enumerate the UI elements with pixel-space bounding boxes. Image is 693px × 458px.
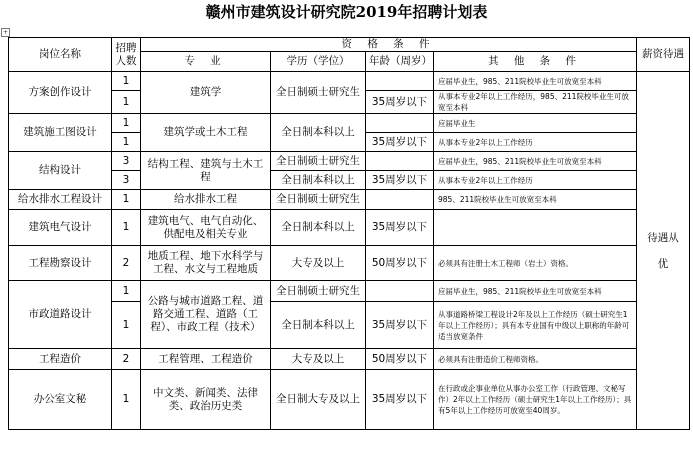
count-cell: 3 <box>112 171 141 190</box>
age-cell: 35周岁以下 <box>366 91 434 114</box>
count-cell: 1 <box>112 210 141 246</box>
major-cell: 建筑学或土木工程 <box>141 114 271 152</box>
position-name: 建筑施工图设计 <box>9 114 112 152</box>
count-cell: 1 <box>112 370 141 430</box>
other-cell: 在行政或企事业单位从事办公室工作（行政管理、文秘写作）2年以上工作经历（硕士研究生1年以上工作经历）；具有5年以上工作经历可放宽至40周岁。 <box>434 370 637 430</box>
count-cell: 1 <box>112 133 141 152</box>
other-cell: 从事本专业2年以上工作经历 <box>434 133 637 152</box>
position-name: 给水排水工程设计 <box>9 190 112 210</box>
other-cell: 从事本专业2年以上工作经历，985、211院校毕业生可放宽至本科 <box>434 91 637 114</box>
major-cell: 建筑学 <box>141 72 271 114</box>
position-name: 建筑电气设计 <box>9 210 112 246</box>
education-cell: 全日制硕士研究生 <box>271 281 366 302</box>
header-age: 年龄（周岁） <box>366 52 434 72</box>
other-cell: 从事道路桥梁工程设计2年及以上工作经历（硕士研究生1年以上工作经历）；具有本专业国有中级以上职称的年龄可适当放宽条件 <box>434 302 637 349</box>
position-name: 市政道路设计 <box>9 281 112 349</box>
page-title: 赣州市建筑设计研究院2019年招聘计划表 <box>205 3 488 21</box>
position-name: 结构设计 <box>9 152 112 190</box>
other-cell: 应届毕业生，985、211院校毕业生可放宽至本科 <box>434 152 637 171</box>
major-cell: 建筑电气、电气自动化、供配电及相关专业 <box>141 210 271 246</box>
age-cell: 50周岁以下 <box>366 246 434 281</box>
age-cell: 35周岁以下 <box>366 302 434 349</box>
position-name: 工程造价 <box>9 349 112 370</box>
education-cell: 大专及以上 <box>271 246 366 281</box>
table-select-handle-icon[interactable]: + <box>2 29 9 36</box>
major-cell: 给水排水工程 <box>141 190 271 210</box>
count-cell: 1 <box>112 190 141 210</box>
count-cell: 2 <box>112 349 141 370</box>
age-cell <box>366 72 434 91</box>
count-cell: 1 <box>112 281 141 302</box>
major-cell: 工程管理、工程造价 <box>141 349 271 370</box>
education-cell: 全日制本科以上 <box>271 171 366 190</box>
age-cell <box>366 281 434 302</box>
major-cell: 地质工程、地下水科学与工程、水文与工程地质 <box>141 246 271 281</box>
count-cell: 1 <box>112 91 141 114</box>
major-cell: 公路与城市道路工程、道路交通工程、道路（工程）、市政工程（技术） <box>141 281 271 349</box>
major-cell: 结构工程、建筑与土木工程 <box>141 152 271 190</box>
education-cell: 全日制本科以上 <box>271 210 366 246</box>
count-cell: 1 <box>112 72 141 91</box>
other-cell <box>434 210 637 246</box>
position-name: 办公室文秘 <box>9 370 112 430</box>
other-cell: 应届毕业生，985、211院校毕业生可放宽至本科 <box>434 281 637 302</box>
education-cell: 全日制本科以上 <box>271 302 366 349</box>
other-cell: 必须具有注册造价工程师资格。 <box>434 349 637 370</box>
header-salary: 薪资待遇 <box>637 38 690 72</box>
position-name: 工程勘察设计 <box>9 246 112 281</box>
salary-cell: 待遇从优 <box>637 72 690 430</box>
count-cell: 2 <box>112 246 141 281</box>
other-cell: 必须具有注册土木工程师（岩土）资格。 <box>434 246 637 281</box>
count-cell: 1 <box>112 114 141 133</box>
education-cell: 大专及以上 <box>271 349 366 370</box>
age-cell: 35周岁以下 <box>366 133 434 152</box>
header-position: 岗位名称 <box>9 38 112 72</box>
age-cell: 35周岁以下 <box>366 210 434 246</box>
other-cell: 应届毕业生，985、211院校毕业生可放宽至本科 <box>434 72 637 91</box>
age-cell <box>366 152 434 171</box>
header-other: 其 他 条 件 <box>434 52 637 72</box>
recruitment-table <box>8 37 690 430</box>
header-qualification: 资 格 条 件 <box>141 38 637 52</box>
age-cell <box>366 190 434 210</box>
count-cell: 3 <box>112 152 141 171</box>
header-major: 专 业 <box>141 52 271 72</box>
position-name: 方案创作设计 <box>9 72 112 114</box>
other-cell: 应届毕业生 <box>434 114 637 133</box>
header-count: 招聘人数 <box>112 38 141 72</box>
age-cell: 35周岁以下 <box>366 171 434 190</box>
age-cell: 50周岁以下 <box>366 349 434 370</box>
education-cell: 全日制大专及以上 <box>271 370 366 430</box>
other-cell: 985、211院校毕业生可放宽至本科 <box>434 190 637 210</box>
other-cell: 从事本专业2年以上工作经历 <box>434 171 637 190</box>
education-cell: 全日制本科以上 <box>271 114 366 152</box>
education-cell: 全日制硕士研究生 <box>271 152 366 171</box>
header-education: 学历（学位） <box>271 52 366 72</box>
major-cell: 中文类、新闻类、法律类、政治历史类 <box>141 370 271 430</box>
education-cell: 全日制硕士研究生 <box>271 72 366 114</box>
count-cell: 1 <box>112 302 141 349</box>
education-cell: 全日制硕士研究生 <box>271 190 366 210</box>
age-cell <box>366 114 434 133</box>
age-cell: 35周岁以下 <box>366 370 434 430</box>
